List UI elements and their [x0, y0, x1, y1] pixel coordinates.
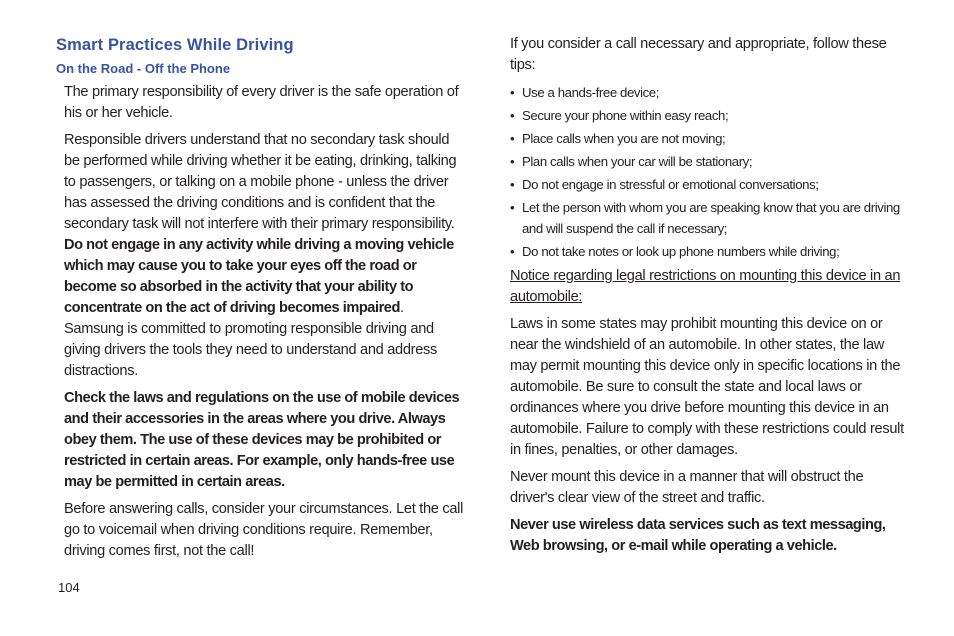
- paragraph-answering-calls: Before answering calls, consider your circumstances. Let the call go to voicemail when driving conditions require. Remember, driving comes first, not the call!: [64, 501, 464, 559]
- bullet-icon: •: [510, 200, 515, 215]
- left-column: [56, 34, 466, 568]
- paragraph-mounting-laws: Laws in some states may prohibit mounting this device on or near the windshield of an automobile. In other states, the law may permit mounting this device only in specific locations in the automobile. Be sure to consult the state and local laws or ordinances where you drive before mounting this device in an automobile. Failure to comply with these restrictions could result in fines, penalties, or other damages.: [510, 316, 904, 458]
- paragraph-never-mount: Never mount this device in a manner that will obstruct the driver's clear view of the street and traffic.: [510, 469, 864, 506]
- mounting-notice: Notice regarding legal restrictions on mounting this device in an automobile:: [510, 268, 901, 305]
- list-item: • Do not take notes or look up phone numbers while driving;: [510, 241, 910, 262]
- list-item: • Place calls when you are not moving;: [510, 128, 910, 149]
- list-item: • Plan calls when your car will be stationary;: [510, 151, 910, 172]
- secondary-tasks-text: Responsible drivers understand that no secondary task should be performed while driving whether it be eating, drinking, talking to passengers, or talking on a mobile phone - unless the driver has assessed the driving conditions and is confident that the secondary task will not interfere with their primary responsibility.: [64, 132, 457, 232]
- paragraph-responsibility: The primary responsibility of every driver is the safe operation of his or her vehicle.: [64, 84, 459, 121]
- section-heading: Smart Practices While Driving: [56, 36, 294, 54]
- samsung-commitment-text: . Samsung is committed to promoting responsible driving and giving drivers the tools they need to understand and address distractions.: [64, 300, 438, 379]
- bullet-icon: •: [510, 177, 515, 192]
- subsection-heading: On the Road - Off the Phone: [56, 61, 231, 76]
- distraction-warning: Do not engage in any activity while driving a moving vehicle which may cause you to take your eyes off the road or become so absorbed in the activity that your ability to concentrate on the act of driving becomes impaired: [64, 237, 454, 316]
- tips-list: [510, 82, 910, 262]
- bullet-icon: •: [510, 244, 515, 259]
- paragraph-secondary-tasks: [56, 130, 466, 382]
- list-item: • Use a hands-free device;: [510, 82, 910, 103]
- bullet-icon: •: [510, 154, 515, 169]
- list-item: • Secure your phone within easy reach;: [510, 105, 910, 126]
- bullet-icon: •: [510, 85, 515, 100]
- laws-warning: Check the laws and regulations on the use of mobile devices and their accessories in the areas where you drive. Always obey them. The use of these devices may be prohibited or restricted in certain areas. For example, only hands-free use may be permitted in certain areas.: [64, 390, 460, 490]
- list-item: • Let the person with whom you are speaking know that you are driving and will suspend the call if necessary;: [510, 197, 910, 239]
- wireless-warning: Never use wireless data services such as text messaging, Web browsing, or e-mail while operating a vehicle.: [510, 517, 886, 554]
- right-column: [510, 34, 910, 563]
- list-item: • Do not engage in stressful or emotional conversations;: [510, 174, 910, 195]
- page-number: 104: [58, 580, 80, 595]
- bullet-icon: •: [510, 108, 515, 123]
- tips-intro: If you consider a call necessary and appropriate, follow these tips:: [510, 36, 887, 73]
- bullet-icon: •: [510, 131, 515, 146]
